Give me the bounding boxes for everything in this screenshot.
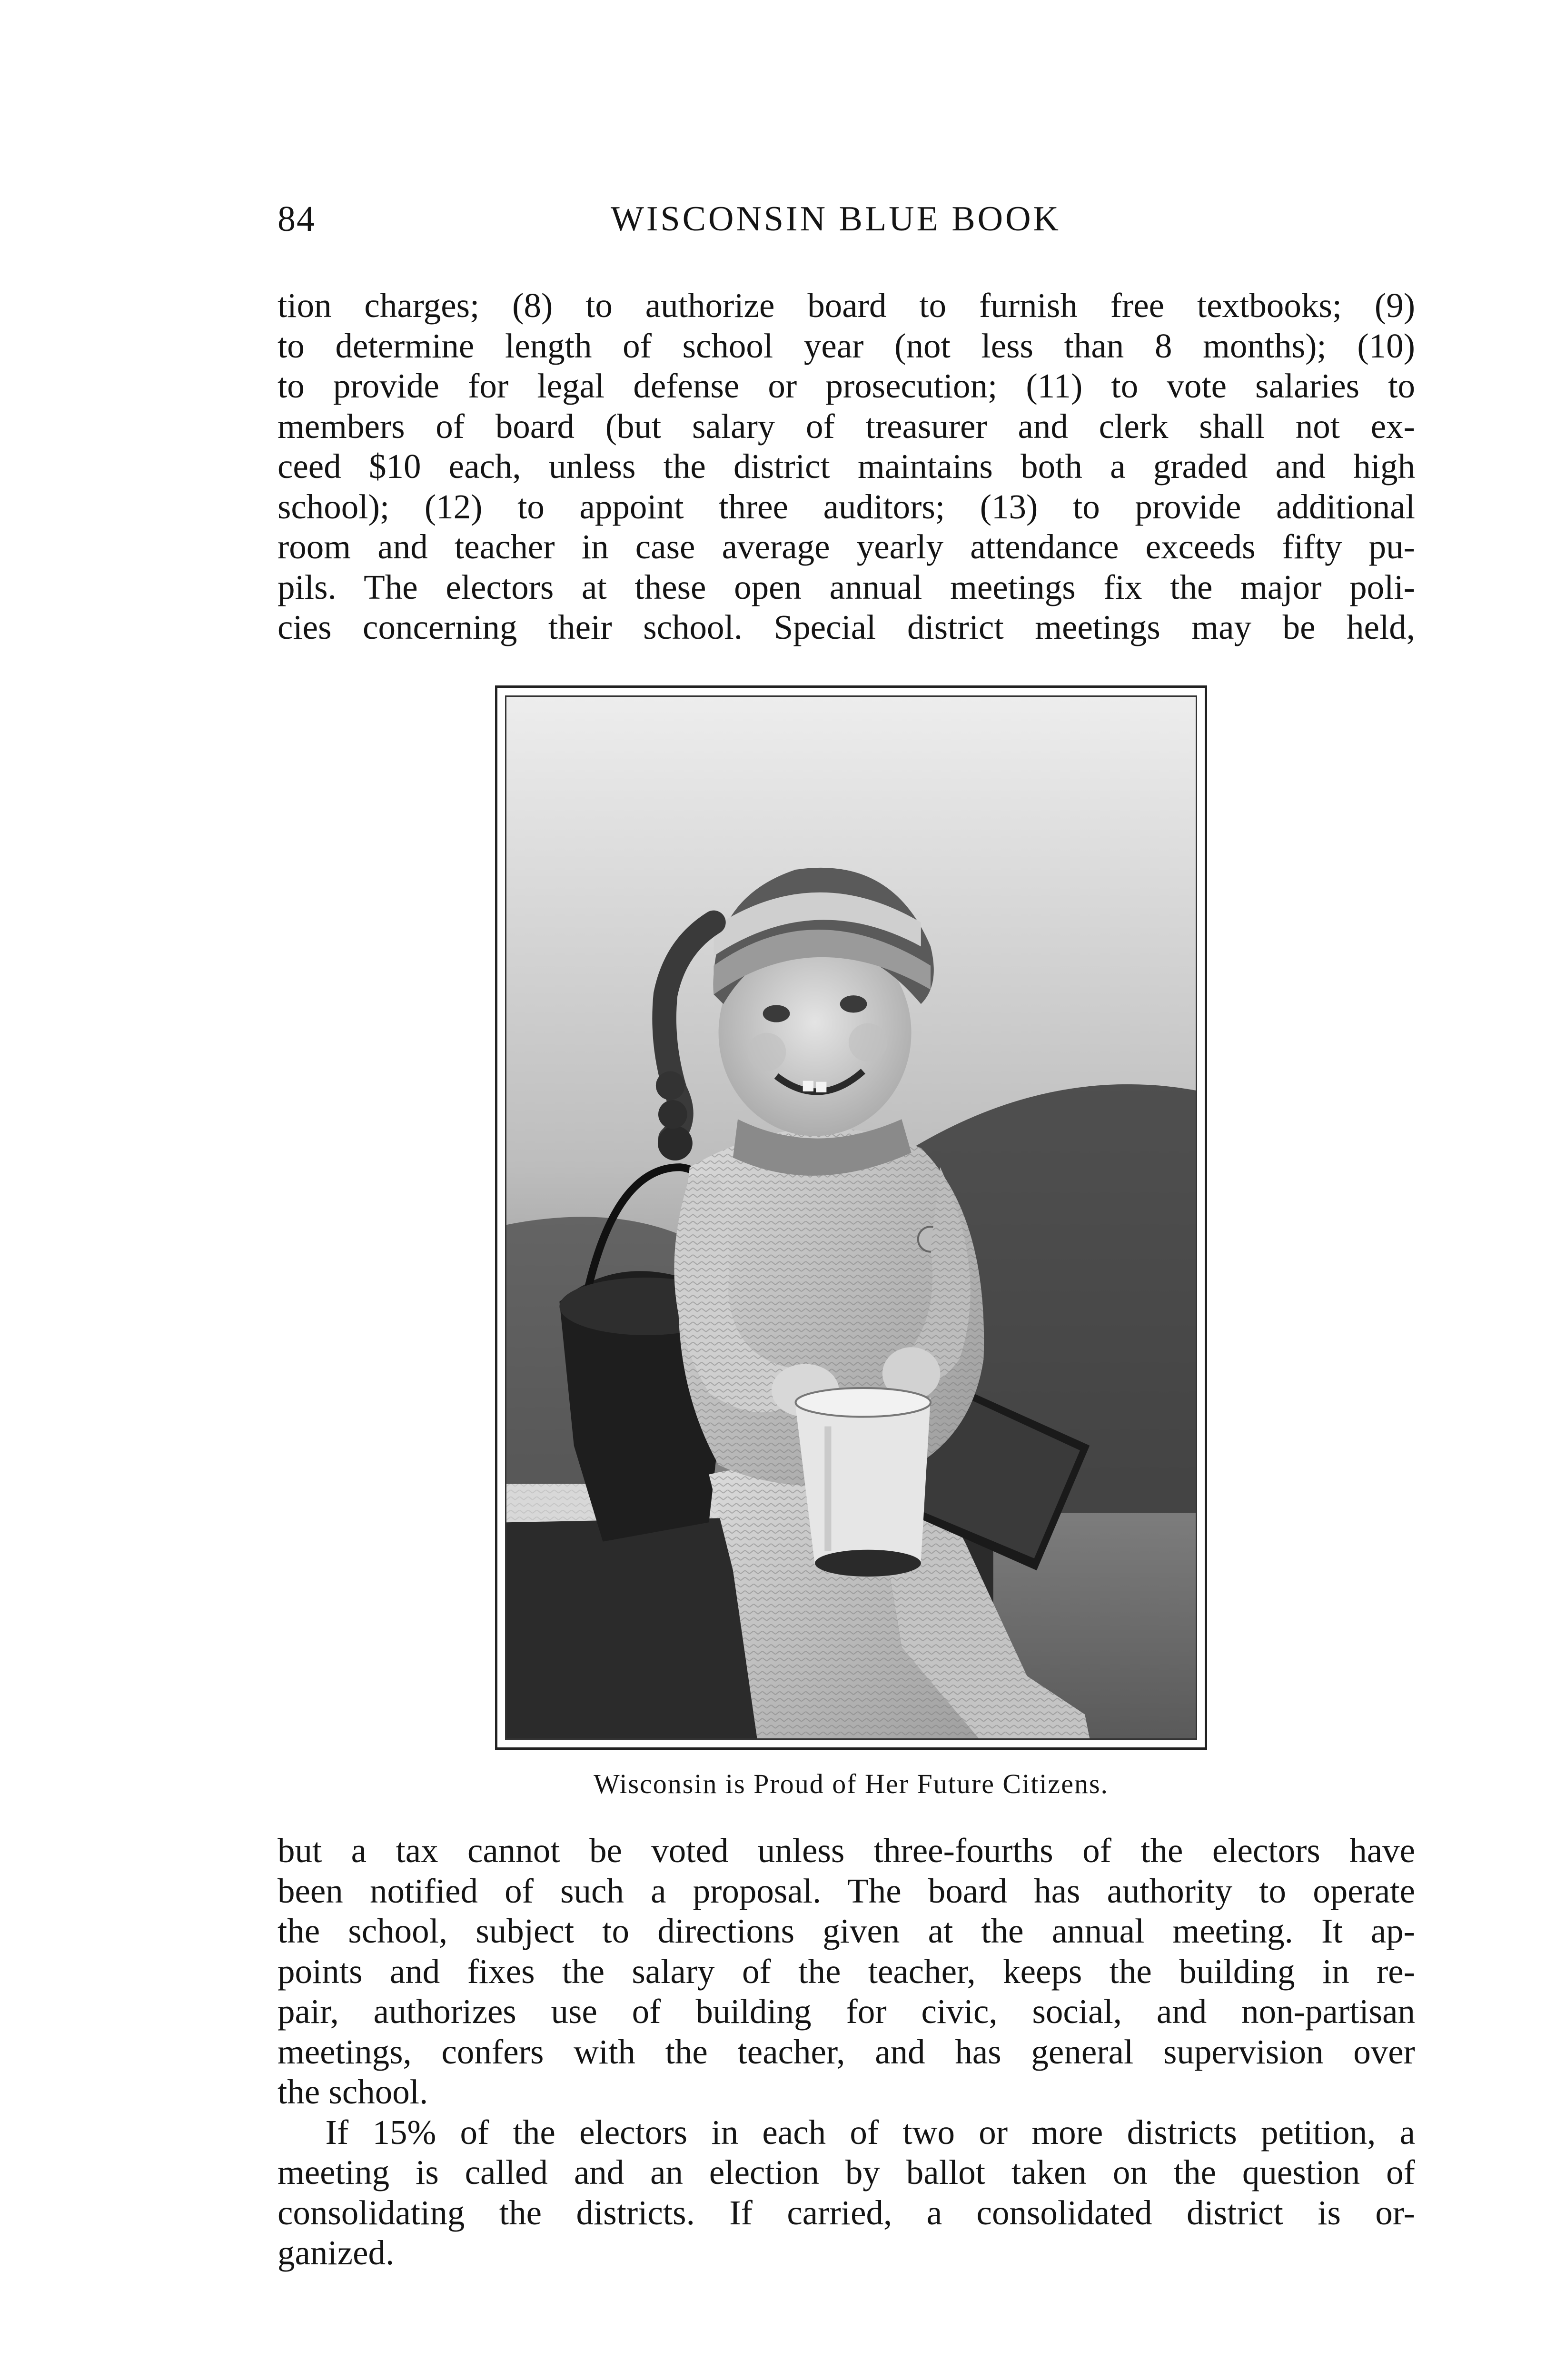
page-header bbox=[277, 193, 1084, 245]
text-line: pair, authorizes use of building for civic, social, and non-partisan bbox=[277, 1992, 1415, 2031]
text-line: ceed $10 each, unless the district maintains both a graded and high bbox=[277, 447, 1415, 486]
text-line: to provide for legal defense or prosecution; (11) to vote salaries to bbox=[277, 367, 1415, 405]
text-line: consolidating the districts. If carried, a consolidated district is or- bbox=[277, 2193, 1415, 2232]
text-line: meeting is called and an election by ballot taken on the question of bbox=[277, 2153, 1415, 2192]
text-line: but a tax cannot be voted unless three-fourths of the electors have bbox=[277, 1831, 1415, 1870]
photo-caption: Wisconsin is Proud of Her Future Citizens. bbox=[593, 1768, 1109, 1799]
text-line: ganized. bbox=[277, 2233, 395, 2272]
text-line: the school. bbox=[277, 2073, 428, 2111]
child-photo-illustration bbox=[506, 697, 1196, 1738]
photograph bbox=[505, 695, 1197, 1740]
text-line: pils. The electors at these open annual meetings fix the major poli- bbox=[277, 567, 1415, 606]
photograph-frame bbox=[495, 685, 1207, 1750]
text-line: the school, subject to directions given at the annual meeting. It ap- bbox=[277, 1912, 1415, 1950]
text-line: been notified of such a proposal. The board has authority to operate bbox=[277, 1871, 1415, 1910]
text-line: points and fixes the salary of the teacher, keeps the building in re- bbox=[277, 1952, 1415, 1991]
text-line: members of board (but salary of treasurer and clerk shall not ex- bbox=[277, 407, 1415, 446]
text-line: meetings, confers with the teacher, and has general supervision over bbox=[277, 2032, 1415, 2071]
text-line: room and teacher in case average yearly attendance exceeds fifty pu- bbox=[277, 527, 1415, 566]
text-line: tion charges; (8) to authorize board to furnish free textbooks; (9) bbox=[277, 286, 1415, 325]
text-line: school); (12) to appoint three auditors; (13) to provide additional bbox=[277, 487, 1415, 526]
text-line: If 15% of the electors in each of two or more districts petition, a bbox=[277, 2112, 1415, 2152]
paragraph-bottom bbox=[277, 1831, 1415, 2273]
paragraph-top bbox=[277, 286, 1415, 648]
page-number: 84 bbox=[277, 199, 316, 239]
text-line: to determine length of school year (not less than 8 months); (10) bbox=[277, 326, 1415, 365]
running-head: WISCONSIN BLUE BOOK bbox=[611, 199, 1061, 238]
text-line: cies concerning their school. Special district meetings may be held, bbox=[277, 608, 1415, 646]
